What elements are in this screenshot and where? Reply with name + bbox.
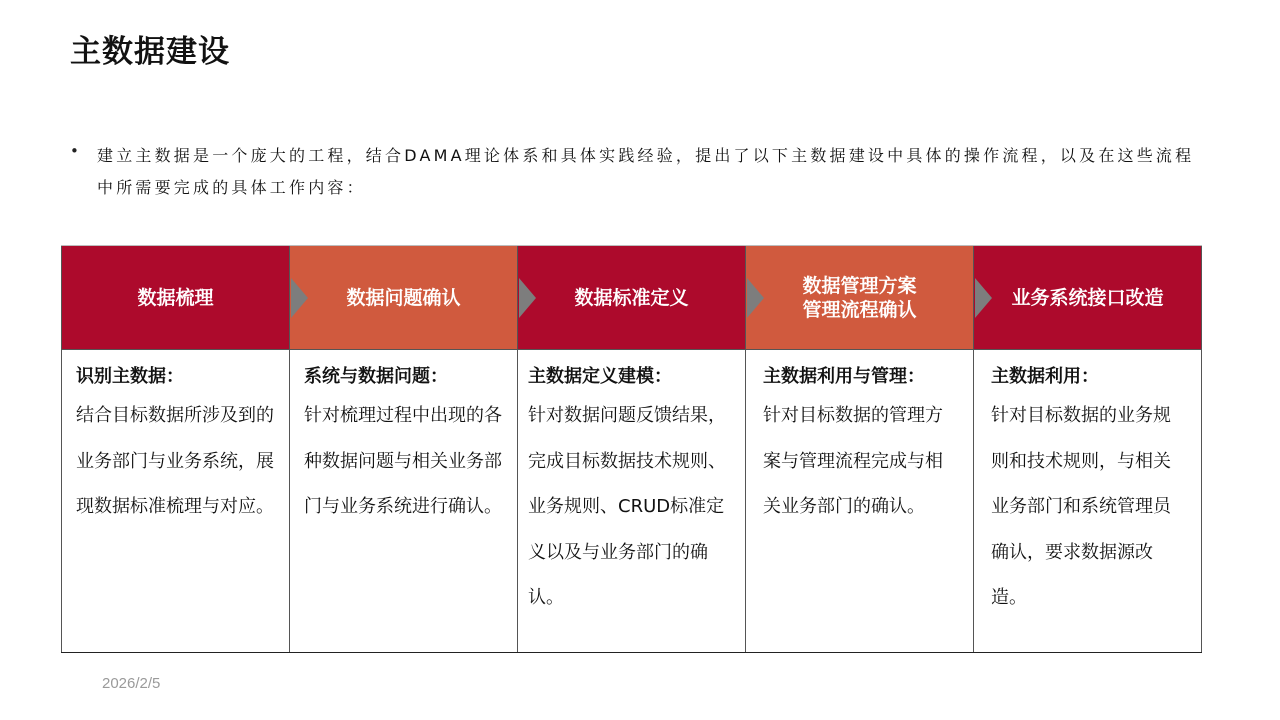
- footer-date: 2026/2/5: [102, 675, 161, 692]
- step-body-text: 结合目标数据所涉及到的业务部门与业务系统，展现数据标准梳理与对应。: [76, 405, 274, 517]
- step-column-5: [973, 246, 1202, 652]
- step-body-title: 识别主数据：: [76, 366, 184, 387]
- step-body-1: [62, 349, 289, 652]
- chevron-right-icon: [291, 278, 308, 318]
- step-body-3: [518, 349, 745, 652]
- step-header-label: 数据标准定义: [574, 286, 689, 309]
- step-body-4: [746, 349, 973, 652]
- step-body-5: [974, 349, 1201, 652]
- step-column-3: [517, 246, 745, 652]
- process-table: [61, 245, 1202, 653]
- step-header-label: 业务系统接口改造: [1011, 286, 1164, 309]
- step-column-4: [745, 246, 973, 652]
- bullet-dot-icon: •: [70, 142, 79, 160]
- intro-bullet: [70, 140, 1195, 204]
- step-header-label: 数据梳理: [137, 286, 214, 309]
- step-header-label: 数据管理方案 管理流程确认: [802, 274, 917, 321]
- intro-text: 建立主数据是一个庞大的工程，结合DAMA理论体系和具体实践经验，提出了以下主数据建设中具体的操作流程，以及在这些流程中所需要完成的具体工作内容：: [97, 146, 1195, 197]
- step-header-1: [62, 246, 289, 349]
- step-header-label: 数据问题确认: [346, 286, 461, 309]
- step-body-title: 主数据利用与管理：: [763, 366, 925, 387]
- page-title: 主数据建设: [70, 34, 230, 70]
- step-header-4: [746, 246, 973, 349]
- step-body-title: 主数据定义建模：: [528, 366, 672, 387]
- step-header-2: [290, 246, 517, 349]
- step-body-2: [290, 349, 517, 652]
- chevron-right-icon: [975, 278, 992, 318]
- step-body-title: 系统与数据问题：: [304, 366, 448, 387]
- chevron-right-icon: [519, 278, 536, 318]
- step-column-2: [289, 246, 517, 652]
- step-column-1: [61, 246, 289, 652]
- step-body-title: 主数据利用：: [991, 366, 1099, 387]
- chevron-right-icon: [747, 278, 764, 318]
- step-header-5: [974, 246, 1201, 349]
- step-header-3: [518, 246, 745, 349]
- step-body-text: 针对梳理过程中出现的各种数据问题与相关业务部门与业务系统进行确认。: [304, 405, 502, 517]
- step-body-text: 针对数据问题反馈结果，完成目标数据技术规则、业务规则、CRUD标准定义以及与业务部门的确认。: [528, 405, 726, 608]
- step-body-text: 针对目标数据的管理方案与管理流程完成与相关业务部门的确认。: [763, 405, 943, 517]
- step-body-text: 针对目标数据的业务规则和技术规则，与相关业务部门和系统管理员确认，要求数据源改造。: [991, 405, 1171, 608]
